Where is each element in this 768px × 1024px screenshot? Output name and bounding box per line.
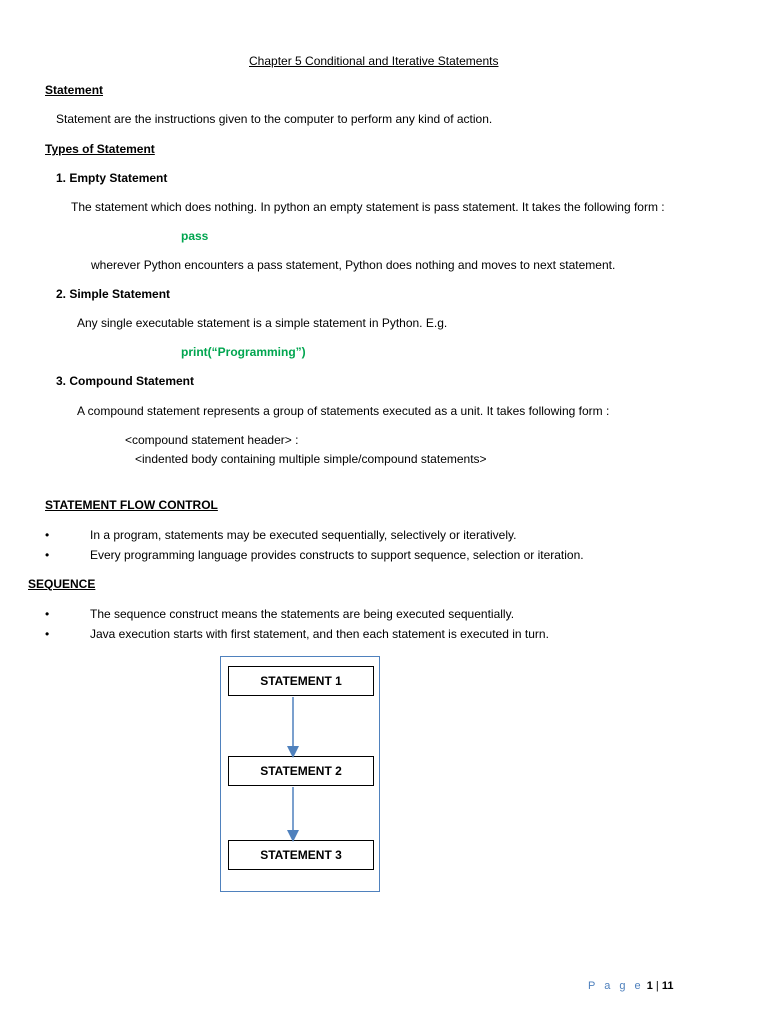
types-heading: Types of Statement	[45, 142, 155, 156]
page-footer	[588, 980, 673, 992]
flow-control-heading: STATEMENT FLOW CONTROL	[45, 498, 218, 512]
pass-code: pass	[181, 229, 209, 243]
sequence-heading: SEQUENCE	[28, 577, 96, 591]
page-title: Chapter 5 Conditional and Iterative Statements	[249, 54, 499, 68]
sequence-bullet-2: Java execution starts with first statement, and then each statement is executed in turn.	[90, 627, 549, 641]
statement-box-2: STATEMENT 2	[228, 756, 374, 786]
pass-note: wherever Python encounters a pass statement, Python does nothing and moves to next statement.	[91, 258, 616, 272]
statement-heading: Statement	[45, 83, 104, 97]
bullet-dot: •	[45, 528, 50, 542]
simple-statement-heading: 2. Simple Statement	[56, 287, 171, 301]
bullet-dot: •	[45, 607, 50, 621]
compound-form-header: <compound statement header> :	[125, 433, 299, 447]
simple-statement-text: Any single executable statement is a simple statement in Python. E.g.	[77, 316, 448, 330]
statement-definition: Statement are the instructions given to the computer to perform any kind of action.	[56, 112, 493, 126]
statement-box-3: STATEMENT 3	[228, 840, 374, 870]
flow-control-bullet-1: In a program, statements may be executed sequentially, selectively or iteratively.	[90, 528, 517, 542]
total-pages: 11	[661, 980, 674, 992]
flow-control-bullet-2: Every programming language provides constructs to support sequence, selection or iteration.	[90, 548, 584, 562]
empty-statement-heading: 1. Empty Statement	[56, 171, 168, 185]
bullet-dot: •	[45, 627, 50, 641]
page-number: 1	[646, 980, 653, 992]
compound-form-body: <indented body containing multiple simple/compound statements>	[135, 452, 487, 466]
statement-box-1: STATEMENT 1	[228, 666, 374, 696]
print-code: print(“Programming”)	[181, 345, 306, 359]
page-separator: |	[655, 980, 659, 992]
page-word: P a g e	[588, 980, 644, 992]
compound-statement-text: A compound statement represents a group of statements executed as a unit. It takes following form :	[77, 404, 610, 418]
empty-statement-text: The statement which does nothing. In python an empty statement is pass statement. It takes the following form :	[71, 200, 665, 214]
bullet-dot: •	[45, 548, 50, 562]
sequence-bullet-1: The sequence construct means the statements are being executed sequentially.	[90, 607, 515, 621]
compound-statement-heading: 3. Compound Statement	[56, 374, 195, 388]
